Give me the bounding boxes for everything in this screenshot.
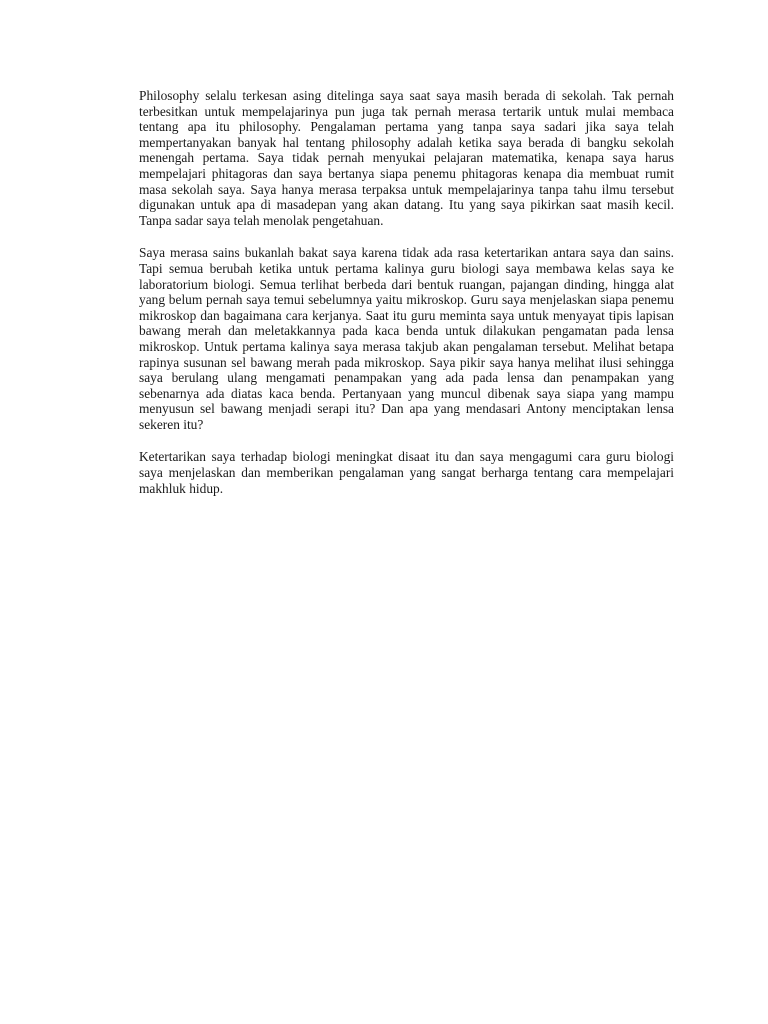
document-body	[139, 88, 674, 513]
paragraph-3: Ketertarikan saya terhadap biologi meningkat disaat itu dan saya mengagumi cara guru biologi saya menjelaskan dan memberikan pengalaman yang sangat berharga tentang cara mempelajari makhluk hidup.	[139, 449, 674, 496]
paragraph-2: Saya merasa sains bukanlah bakat saya karena tidak ada rasa ketertarikan antara saya dan sains. Tapi semua berubah ketika untuk pertama kalinya guru biologi saya membawa kelas saya ke laboratorium biologi. Semua terlihat berbeda dari bentuk ruangan, pajangan dinding, hingga alat yang belum pernah saya temui sebelumnya yaitu mikroskop. Guru saya menjelaskan siapa penemu mikroskop dan bagaimana cara kerjanya. Saat itu guru meminta saya untuk menyayat tipis lapisan bawang merah dan meletakkannya pada kaca benda untuk dilakukan pengamatan pada lensa mikroskop. Untuk pertama kalinya saya merasa takjub akan pengalaman tersebut. Melihat betapa rapinya susunan sel bawang merah pada mikroskop. Saya pikir saya hanya melihat ilusi sehingga saya berulang ulang mengamati penampakan yang ada pada lensa dan penampakan yang sebenarnya ada diatas kaca benda. Pertanyaan yang muncul dibenak saya siapa yang mampu menyusun sel bawang menjadi serapi itu? Dan apa yang mendasari Antony menciptakan lensa sekeren itu?	[139, 245, 674, 432]
paragraph-1: Philosophy selalu terkesan asing ditelinga saya saat saya masih berada di sekolah. Tak pernah terbesitkan untuk mempelajarinya pun juga tak pernah merasa tertarik untuk mulai membaca tentang apa itu philosophy. Pengalaman pertama yang tanpa saya sadari jika saya telah mempertanyakan banyak hal tentang philosophy adalah ketika saya berada di bangku sekolah menengah pertama. Saya tidak pernah menyukai pelajaran matematika, kenapa saya harus mempelajari phitagoras dan saya bertanya siapa penemu phitagoras kenapa dia membuat rumit masa sekolah saya. Saya hanya merasa terpaksa untuk mempelajarinya tanpa tahu ilmu tersebut digunakan untuk apa di masadepan yang akan datang. Itu yang saya pikirkan saat masih kecil. Tanpa sadar saya telah menolak pengetahuan.	[139, 88, 674, 228]
